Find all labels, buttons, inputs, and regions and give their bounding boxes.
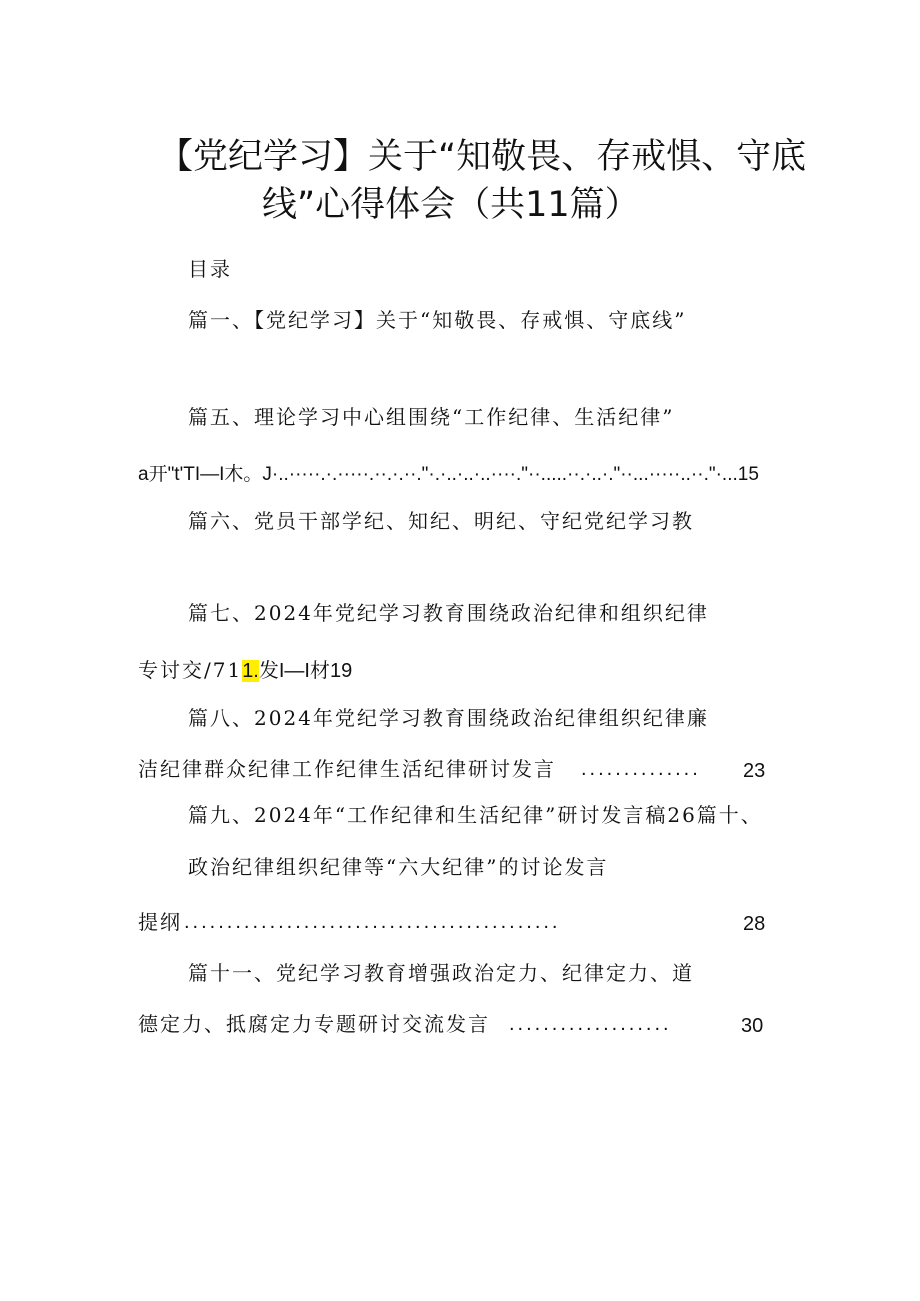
toc-entry-1[interactable]: 篇一、【党纪学习】关于“知敬畏、存戒惧、守底线” bbox=[188, 308, 687, 332]
toc-entry-7-page: 发I—I材19 bbox=[258, 660, 353, 682]
document-title-line-2: 线”心得体会（共11篇） bbox=[262, 185, 640, 225]
toc-entry-8[interactable]: 篇八、2024年党纪学习教育围绕政治纪律组织纪律廉 bbox=[188, 706, 709, 730]
toc-entry-11-page-number: 30 bbox=[741, 1015, 764, 1037]
toc-entry-11-continuation: 德定力、抵腐定力专题研讨交流发言 bbox=[138, 1012, 490, 1036]
toc-entry-8-continuation bbox=[138, 756, 556, 782]
toc-entry-7[interactable]: 篇七、2024年党纪学习教育围绕政治纪律和组织纪律 bbox=[188, 601, 709, 625]
toc-entry-10-continuation: 提纲 bbox=[138, 910, 182, 934]
toc-entry-8-text: 洁纪律群众纪律工作纪律生活纪律研讨发言 bbox=[138, 757, 556, 781]
highlighted-text: 1. bbox=[242, 660, 259, 682]
toc-entry-6[interactable]: 篇六、党员干部学纪、知纪、明纪、守纪党纪学习教 bbox=[188, 509, 694, 533]
toc-entry-8-page-number: 23 bbox=[743, 760, 766, 782]
toc-entry-10-page-number: 28 bbox=[743, 913, 766, 935]
toc-entry-11-leader: ................... bbox=[509, 1013, 672, 1035]
toc-entry-10[interactable]: 政治纪律组织纪律等“六大纪律”的讨论发言 bbox=[188, 855, 609, 879]
toc-entry-9[interactable]: 篇九、2024年“工作纪律和生活纪律”研讨发言稿26篇十、 bbox=[188, 803, 763, 827]
toc-entry-8-leader: .............. bbox=[581, 758, 701, 780]
toc-entry-7-text: 专讨交/71 bbox=[138, 658, 243, 682]
toc-entry-10-leader: ............................................ bbox=[184, 911, 561, 933]
document-title-line-1: 【党纪学习】关于“知敬畏、存戒惧、守底 bbox=[158, 137, 807, 177]
toc-entry-11[interactable]: 篇十一、党纪学习教育增强政治定力、纪律定力、道 bbox=[188, 961, 694, 985]
toc-heading: 目录 bbox=[188, 257, 232, 281]
toc-entry-7-continuation bbox=[138, 657, 352, 684]
toc-entry-5[interactable]: 篇五、理论学习中心组围绕“工作纪律、生活纪律” bbox=[188, 405, 675, 429]
toc-entry-5-garbled-continuation: a开"t'TI—I木。J·..·····.·.·····.··.·.··."·.·..·..·..····."··.....··.·..·."··...·····..··."·...15 bbox=[138, 464, 759, 485]
